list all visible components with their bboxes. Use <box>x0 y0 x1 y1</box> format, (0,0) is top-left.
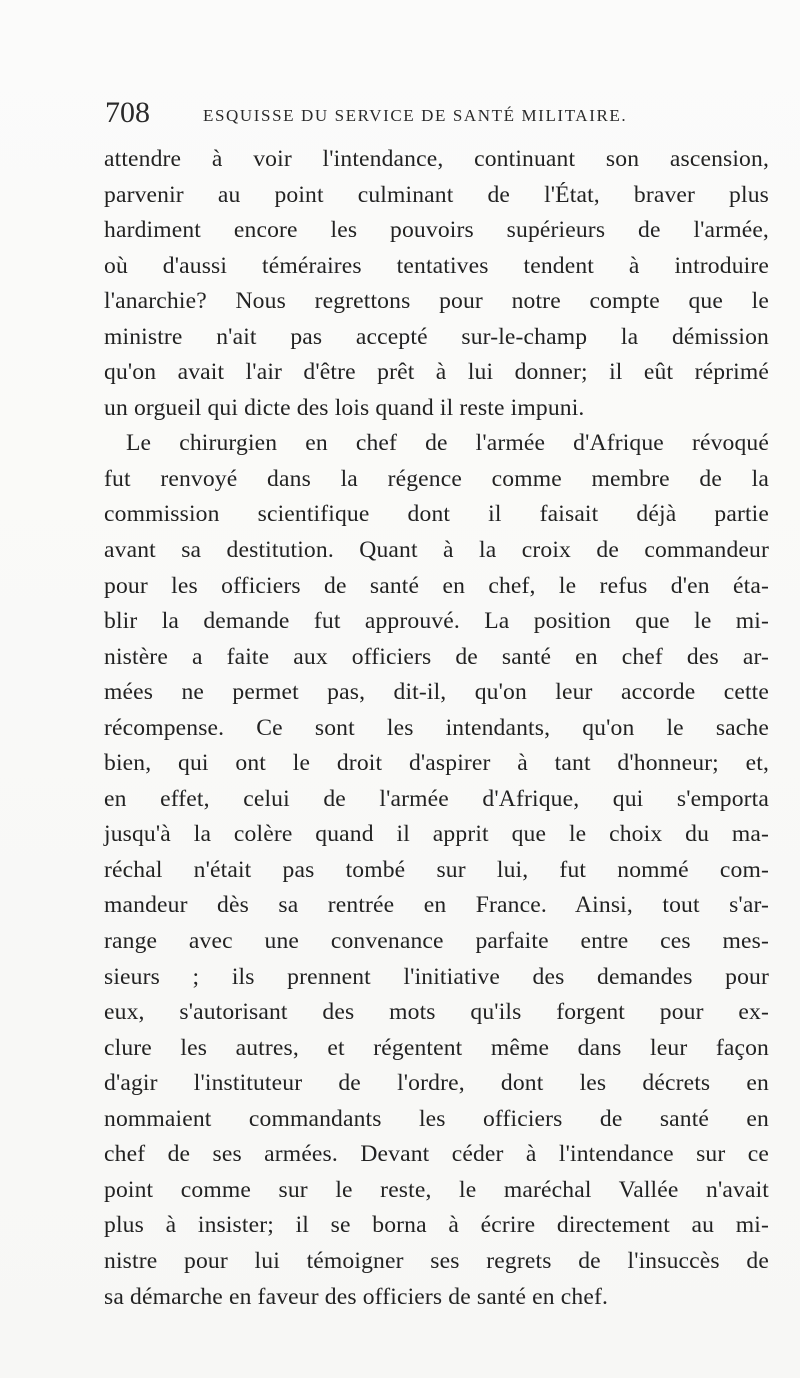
page-number: 708 <box>105 96 150 129</box>
text-line: chef de ses armées. Devant céder à l'intendance sur ce <box>104 1141 769 1168</box>
text-line: où d'aussi téméraires tentatives tendent à introduire <box>104 252 769 279</box>
text-line: commission scientifique dont il faisait déjà partie <box>104 501 769 528</box>
text-line: attendre à voir l'intendance, continuant son ascension, <box>104 146 769 172</box>
text-line: nommaient commandants les officiers de santé en <box>104 1105 769 1132</box>
text-line: ministre n'ait pas accepté sur-le-champ la démission <box>104 323 769 350</box>
text-line: clure les autres, et régentent même dans leur façon <box>104 1034 769 1061</box>
page-header <box>105 96 765 136</box>
text-line: pour les officiers de santé en chef, le refus d'en éta- <box>104 572 769 599</box>
text-line: blir la demande fut approuvé. La position que le mi- <box>104 608 769 635</box>
text-line: sa démarche en faveur des officiers de santé en chef. <box>104 1283 609 1310</box>
text-line: l'anarchie? Nous regrettons pour notre compte que le <box>104 288 769 315</box>
text-line: mées ne permet pas, dit-il, qu'on leur accorde cette <box>104 679 769 706</box>
text-line: hardiment encore les pouvoirs supérieurs de l'armée, <box>104 217 769 244</box>
text-line: d'agir l'instituteur de l'ordre, dont les décrets en <box>104 1070 769 1097</box>
text-line: réchal n'était pas tombé sur lui, fut nommé com- <box>104 856 769 883</box>
text-line: eux, s'autorisant des mots qu'ils forgent pour ex- <box>104 999 769 1026</box>
text-line: bien, qui ont le droit d'aspirer à tant d'honneur; et, <box>104 750 769 777</box>
text-line: fut renvoyé dans la régence comme membre de la <box>104 465 769 492</box>
text-line: Le chirurgien en chef de l'armée d'Afrique révoqué <box>126 430 769 457</box>
text-line: mandeur dès sa rentrée en France. Ainsi, tout s'ar- <box>104 892 769 919</box>
text-line: plus à insister; il se borna à écrire directement au mi- <box>104 1212 769 1239</box>
text-line: nistre pour lui témoigner ses regrets de l'insuccès de <box>104 1247 769 1274</box>
text-line: qu'on avait l'air d'être prêt à lui donner; il eût réprimé <box>104 359 769 386</box>
text-line: en effet, celui de l'armée d'Afrique, qui s'emporta <box>104 785 769 812</box>
text-line: point comme sur le reste, le maréchal Vallée n'avait <box>104 1176 769 1203</box>
text-line: range avec une convenance parfaite entre ces mes- <box>104 928 769 955</box>
text-line: sieurs ; ils prennent l'initiative des demandes pour <box>104 963 769 990</box>
text-line: nistère a faite aux officiers de santé en chef des ar- <box>104 643 769 670</box>
text-line: parvenir au point culminant de l'État, braver plus <box>104 181 769 208</box>
running-head: ESQUISSE DU SERVICE DE SANTÉ MILITAIRE. <box>203 106 628 125</box>
text-line: récompense. Ce sont les intendants, qu'on le sache <box>104 714 769 741</box>
text-line: avant sa destitution. Quant à la croix de commandeur <box>104 537 769 564</box>
body-text <box>104 142 769 1315</box>
text-line: jusqu'à la colère quand il apprit que le choix du ma- <box>104 821 769 848</box>
text-line: un orgueil qui dicte des lois quand il reste impuni. <box>104 394 585 421</box>
